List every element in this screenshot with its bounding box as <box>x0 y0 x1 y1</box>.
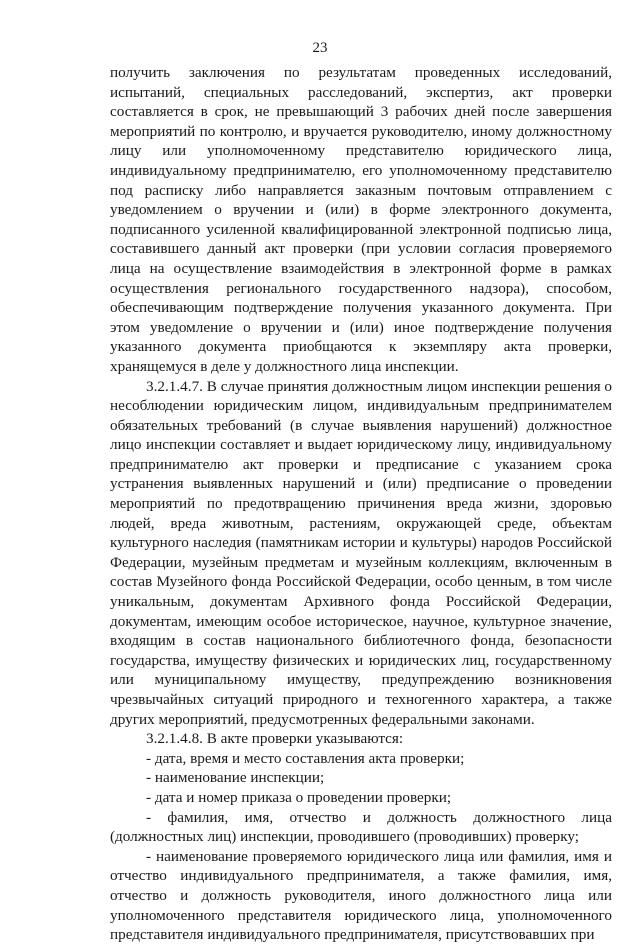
list-item: - наименование проверяемого юридического лица или фамилия, имя и отчество индивидуального предпринимателя, а также фамилия, имя, отчество и должность руководителя, иного должностного лица или уполномоченного представителя юридического лица, уполномоченного представителя индивидуального предпринимателя, присутствовавших при <box>110 847 612 944</box>
list-item: - дата и номер приказа о проведении проверки; <box>146 788 452 806</box>
paragraph-3-2-1-4-8: 3.2.1.4.8. В акте проверки указываются: <box>146 730 404 748</box>
document-body <box>110 63 612 945</box>
list-item: - фамилия, имя, отчество и должность должностного лица (должностных лиц) инспекции, проводившего (проводивших) проверку; <box>110 808 612 846</box>
page-number: 23 <box>312 40 328 56</box>
paragraph-3-2-1-4-7: 3.2.1.4.7. В случае принятия должностным лицом инспекции решения о несоблюдении юридическим лицом, индивидуальным предпринимателем обязательных требований (в случае выявления нарушений) должностное лицо инспекции составляет и выдает юридическому лицу, индивидуальному предпринимателю акт проверки и предписание с указанием срока устранения выявленных нарушений и (или) предписание о проведении мероприятий по предотвращению причинения вреда жизни, здоровью людей, вреда животным, растениям, окружающей среде, объектам культурного наследия (памятникам истории и культуры) народов Российской Федерации, музейным предметам и музейным коллекциям, включенным в состав Музейного фонда Российской Федерации, особо ценным, в том числе уникальным, документам Архивного фонда Российской Федерации, документам, имеющим особое историческое, научное, культурное значение, входящим в состав национального библиотечного фонда, безопасности государства, имуществу физических и юридических лиц, государственному или муниципальному имуществу, предупреждению возникновения чрезвычайных ситуаций природного и техногенного характера, а также других мероприятий, предусмотренных федеральными законами. <box>110 377 612 728</box>
list-item: - дата, время и место составления акта проверки; <box>146 749 465 767</box>
list-item: - наименование инспекции; <box>146 769 325 787</box>
paragraph-continuation: получить заключения по результатам проведенных исследований, испытаний, специальных расследований, экспертиз, акт проверки составляется в срок, не превышающий 3 рабочих дней после завершения мероприятий по контролю, и вручается руководителю, иному должностному лицу или уполномоченному представителю юридического лица, индивидуальному предпринимателю, его уполномоченному представителю под расписку либо направляется заказным почтовым отправлением с уведомлением о вручении и (или) в форме электронного документа, подписанного усиленной квалифицированной электронной подписью лица, составившего данный акт проверки (при условии согласия проверяемого лица на осуществление взаимодействия в электронной форме в рамках осуществления регионального государственного надзора), способом, обеспечивающим подтверждение получения указанного документа. При этом уведомление о вручении и (или) иное подтверждение получения указанного документа приобщаются к экземпляру акта проверки, хранящемуся в деле у должностного лица инспекции. <box>110 64 612 375</box>
